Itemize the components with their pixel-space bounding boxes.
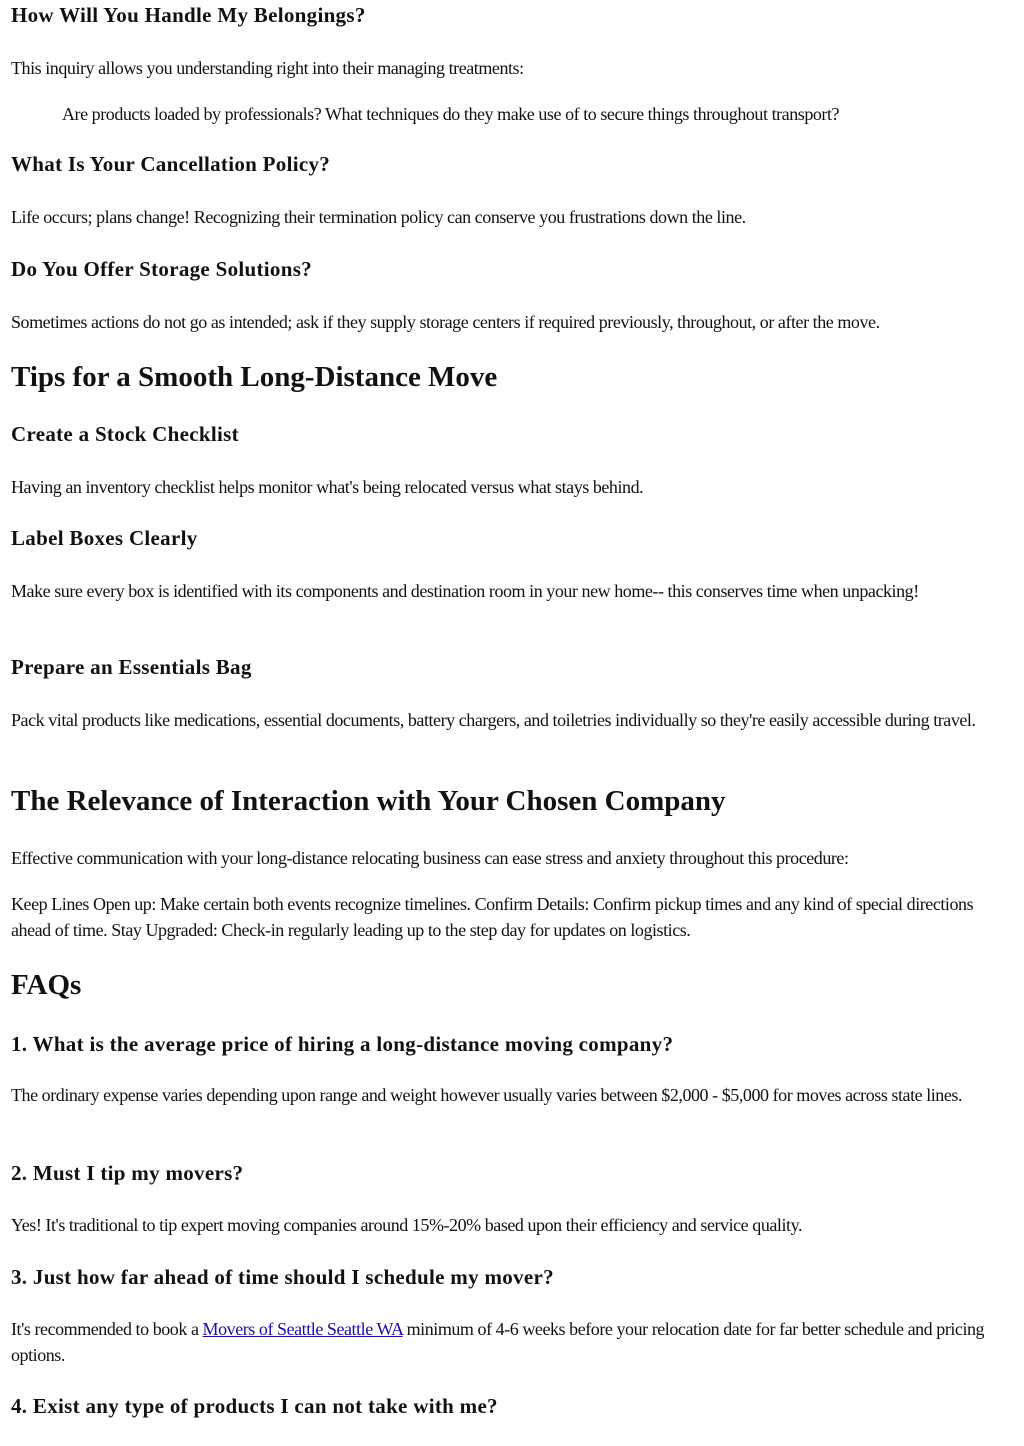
- heading-essentials: Prepare an Essentials Bag: [11, 655, 252, 679]
- movers-seattle-link[interactable]: Movers of Seattle Seattle WA: [202, 1319, 403, 1339]
- interaction-intro: Effective communication with your long-distance relocating business can ease stress and anxiety throughout this procedure:: [11, 848, 849, 868]
- label-boxes-text: Make sure every box is identified with its components and destination room in your new home-- this conserves time when unpacking!: [11, 581, 919, 601]
- heading-belongings: How Will You Handle My Belongings?: [11, 3, 366, 27]
- heading-interaction: The Relevance of Interaction with Your Chosen Company: [11, 785, 726, 817]
- heading-cancellation: What Is Your Cancellation Policy?: [11, 152, 331, 176]
- interaction-text: Keep Lines Open up: Make certain both events recognize timelines. Confirm Details: Confirm pickup times and any kind of special directions ahead of time. Stay Upgraded: Check-in regularly leading up to the step day for updates on logistics.: [11, 894, 974, 940]
- faq-answer-1: The ordinary expense varies depending upon range and weight however usually varies between $2,000 - $5,000 for moves across state lines.: [11, 1085, 963, 1105]
- faq-question-1: 1. What is the average price of hiring a long-distance moving company?: [11, 1032, 674, 1056]
- storage-text: Sometimes actions do not go as intended; ask if they supply storage centers if required previously, throughout, or after the move.: [11, 312, 880, 332]
- faq-answer-2: Yes! It's traditional to tip expert moving companies around 15%-20% based upon their efficiency and service quality.: [11, 1215, 802, 1235]
- heading-label-boxes: Label Boxes Clearly: [11, 526, 198, 550]
- checklist-text: Having an inventory checklist helps monitor what's being relocated versus what stays behind.: [11, 477, 644, 497]
- belongings-intro: This inquiry allows you understanding right into their managing treatments:: [11, 58, 524, 78]
- faq-question-2: 2. Must I tip my movers?: [11, 1161, 244, 1185]
- heading-tips: Tips for a Smooth Long-Distance Move: [11, 361, 498, 393]
- belongings-quote: Are products loaded by professionals? What techniques do they make use of to secure things throughout transport?: [62, 104, 840, 124]
- faq-question-4: 4. Exist any type of products I can not take with me?: [11, 1394, 498, 1418]
- essentials-text: Pack vital products like medications, essential documents, battery chargers, and toiletries individually so they're easily accessible during travel.: [11, 710, 976, 730]
- heading-storage: Do You Offer Storage Solutions?: [11, 257, 312, 281]
- faq-question-3: 3. Just how far ahead of time should I schedule my mover?: [11, 1265, 554, 1289]
- heading-faqs: FAQs: [11, 969, 82, 1001]
- cancellation-text: Life occurs; plans change! Recognizing their termination policy can conserve you frustrations down the line.: [11, 207, 746, 227]
- heading-checklist: Create a Stock Checklist: [11, 422, 239, 446]
- faq-answer-3: [11, 1316, 1013, 1368]
- faq-answer-3-before: It's recommended to book a: [11, 1319, 203, 1339]
- faq-answer-3-after: minimum of 4-6 weeks before your relocation date for far better schedule and pricing options.: [11, 1319, 985, 1365]
